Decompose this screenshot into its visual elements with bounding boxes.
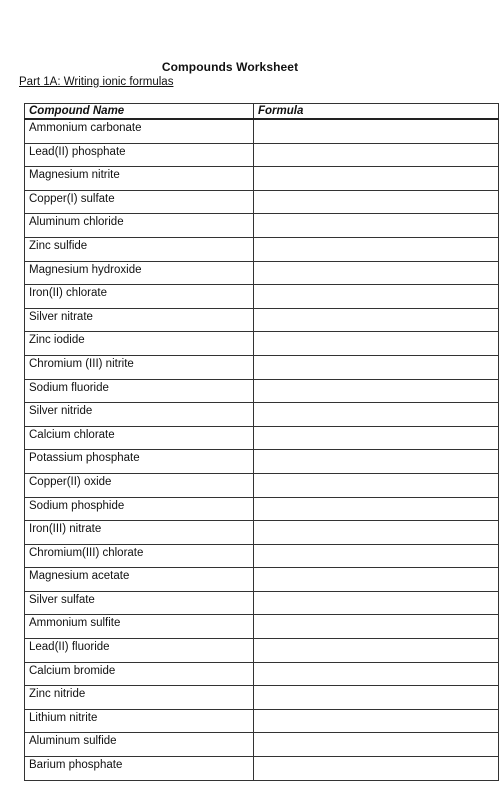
compounds-table: [24, 103, 499, 781]
table-row: [25, 285, 499, 309]
table-row: [25, 119, 499, 143]
formula-cell[interactable]: [254, 332, 499, 356]
compound-name-cell: Silver nitrate: [25, 308, 254, 332]
compound-name-cell: Zinc sulfide: [25, 237, 254, 261]
formula-cell[interactable]: [254, 426, 499, 450]
table-row: [25, 332, 499, 356]
compound-name-cell: Magnesium nitrite: [25, 167, 254, 191]
compound-name-cell: Chromium (III) nitrite: [25, 355, 254, 379]
compound-name-cell: Magnesium acetate: [25, 568, 254, 592]
table-row: [25, 615, 499, 639]
compound-name-cell: Silver nitride: [25, 403, 254, 427]
formula-cell[interactable]: [254, 379, 499, 403]
table-row: [25, 167, 499, 191]
table-row: [25, 733, 499, 757]
worksheet-title: Compounds Worksheet: [161, 60, 299, 74]
compound-name-cell: Silver sulfate: [25, 591, 254, 615]
formula-cell[interactable]: [254, 709, 499, 733]
formula-cell[interactable]: [254, 733, 499, 757]
table-row: [25, 662, 499, 686]
formula-cell[interactable]: [254, 261, 499, 285]
compound-name-cell: Iron(III) nitrate: [25, 521, 254, 545]
compound-name-cell: Ammonium carbonate: [25, 119, 254, 143]
table-row: [25, 497, 499, 521]
table-row: [25, 190, 499, 214]
formula-cell[interactable]: [254, 615, 499, 639]
formula-cell[interactable]: [254, 568, 499, 592]
table-row: [25, 544, 499, 568]
compound-name-cell: Magnesium hydroxide: [25, 261, 254, 285]
compound-name-cell: Ammonium sulfite: [25, 615, 254, 639]
formula-cell[interactable]: [254, 544, 499, 568]
compound-name-cell: Potassium phosphate: [25, 450, 254, 474]
table-row: [25, 450, 499, 474]
formula-cell[interactable]: [254, 497, 499, 521]
formula-cell[interactable]: [254, 119, 499, 143]
compound-name-cell: Lead(II) phosphate: [25, 143, 254, 167]
compound-name-cell: Zinc nitride: [25, 686, 254, 710]
formula-cell[interactable]: [254, 403, 499, 427]
formula-cell[interactable]: [254, 450, 499, 474]
compound-name-cell: Calcium bromide: [25, 662, 254, 686]
compound-name-cell: Iron(II) chlorate: [25, 285, 254, 309]
formula-cell[interactable]: [254, 662, 499, 686]
formula-cell[interactable]: [254, 639, 499, 663]
formula-cell[interactable]: [254, 237, 499, 261]
table-row: [25, 757, 499, 781]
compound-name-cell: Copper(II) oxide: [25, 473, 254, 497]
table-row: [25, 379, 499, 403]
compound-name-cell: Barium phosphate: [25, 757, 254, 781]
table-row: [25, 639, 499, 663]
formula-cell[interactable]: [254, 757, 499, 781]
table-body: [25, 119, 499, 780]
compound-name-cell: Sodium fluoride: [25, 379, 254, 403]
table-row: [25, 521, 499, 545]
compound-name-cell: Lithium nitrite: [25, 709, 254, 733]
formula-cell[interactable]: [254, 143, 499, 167]
formula-cell[interactable]: [254, 190, 499, 214]
table-row: [25, 686, 499, 710]
formula-cell[interactable]: [254, 285, 499, 309]
table-row: [25, 308, 499, 332]
table-row: [25, 355, 499, 379]
table-row: [25, 426, 499, 450]
table-row: [25, 591, 499, 615]
compound-name-cell: Sodium phosphide: [25, 497, 254, 521]
section-heading: Part 1A: Writing ionic formulas: [19, 76, 174, 88]
compound-name-cell: Zinc iodide: [25, 332, 254, 356]
table-row: [25, 568, 499, 592]
formula-cell[interactable]: [254, 473, 499, 497]
table-row: [25, 143, 499, 167]
formula-cell[interactable]: [254, 686, 499, 710]
formula-header: Formula: [254, 104, 499, 120]
compound-name-cell: Chromium(III) chlorate: [25, 544, 254, 568]
compound-name-cell: Copper(I) sulfate: [25, 190, 254, 214]
table-row: [25, 403, 499, 427]
formula-cell[interactable]: [254, 591, 499, 615]
formula-cell[interactable]: [254, 355, 499, 379]
table-row: [25, 237, 499, 261]
formula-cell[interactable]: [254, 214, 499, 238]
table-row: [25, 214, 499, 238]
formula-cell[interactable]: [254, 521, 499, 545]
formula-cell[interactable]: [254, 167, 499, 191]
table-row: [25, 261, 499, 285]
table-row: [25, 473, 499, 497]
compound-name-cell: Aluminum chloride: [25, 214, 254, 238]
compound-name-cell: Aluminum sulfide: [25, 733, 254, 757]
compound-name-cell: Lead(II) fluoride: [25, 639, 254, 663]
table-row: [25, 709, 499, 733]
table-header-row: [25, 104, 499, 120]
formula-cell[interactable]: [254, 308, 499, 332]
compound-name-cell: Calcium chlorate: [25, 426, 254, 450]
compound-name-header: Compound Name: [25, 104, 254, 120]
